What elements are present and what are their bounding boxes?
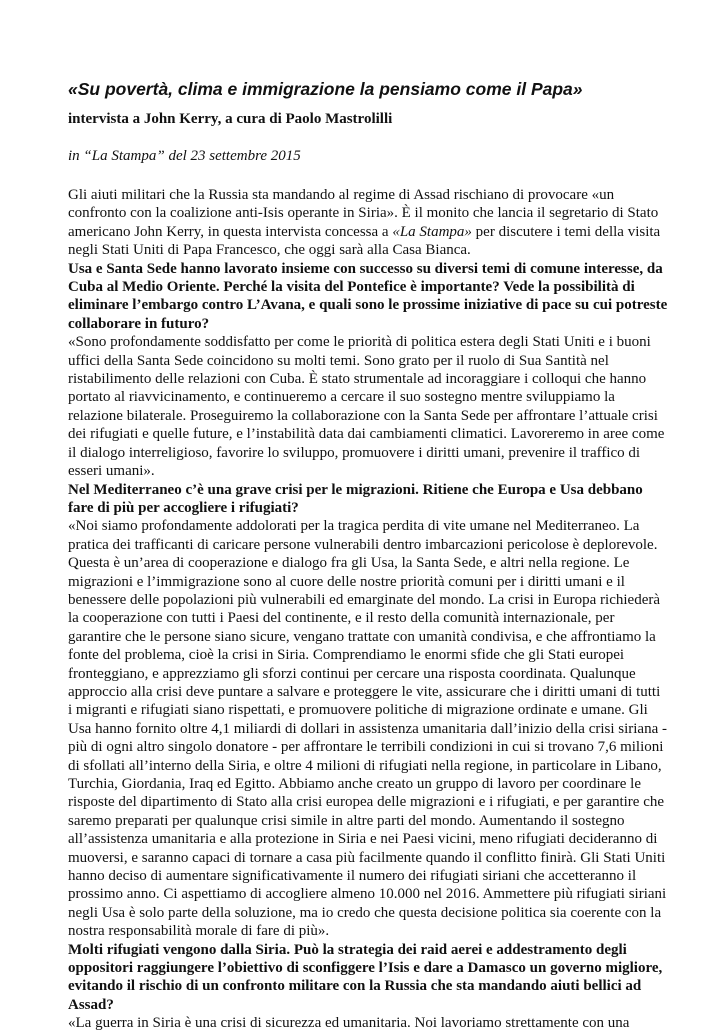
article-subtitle: intervista a John Kerry, a cura di Paolo Mastrolilli bbox=[68, 111, 393, 127]
question-3: Molti rifugiati vengono dalla Siria. Può la strategia dei raid aerei e addestramento degli oppositori raggiungere l’obiettivo di sconfiggere l’Isis e dare a Damasco un governo migliore, evitando il rischio di un confronto militare con la Russia che sta mandando aiuti bellici ad Assad? bbox=[68, 941, 663, 1013]
article-source: in “La Stampa” del 23 settembre 2015 bbox=[68, 148, 301, 164]
question-1: Usa e Santa Sede hanno lavorato insieme con successo su diversi temi di comune interesse, da Cuba al Medio Oriente. Perché la visita del Pontefice è importante? Vede la possibilità di eliminare l’embargo contro L’Avana, e quali sono le prossime iniziative di pace su cui potreste collaborare in futuro? bbox=[68, 260, 668, 332]
answer-1: «Sono profondamente soddisfatto per come le priorità di politica estera degli Stati Uniti e i buoni uffici della Santa Sede coincidono su molti temi. Sono grato per il ruolo di Sua Santità nel ristabilimento delle relazioni con Cuba. È stato strumentale ad incoraggiare i colloqui che hanno portato al riavvicinamento, e continueremo a cercare il suo sostegno mentre sviluppiamo la relazione bilaterale. Proseguiremo la collaborazione con la Santa Sede per affrontare l’attuale crisi dei rifugiati e quelle future, e l’instabilità data dai cambiamenti climatici. Lavoreremo in aree come il dialogo interreligioso, favorire lo sviluppo, promuovere i diritti umani, prevenire il traffico di esseri umani». bbox=[68, 334, 665, 480]
article-title: «Su povertà, clima e immigrazione la pensiamo come il Papa» bbox=[68, 79, 583, 99]
answer-3: «La guerra in Siria è una crisi di sicurezza ed umanitaria. Noi lavoriamo strettamente con una bbox=[68, 1015, 630, 1032]
intro-text-before: Gli aiuti militari che la Russia sta mandando al regime di Assad rischiano di provocare «un confronto con la coalizione anti-Isis operante in Siria». È il monito che lancia il segretario di Stato americano John Kerry, in questa intervista concessa a bbox=[68, 187, 659, 240]
question-2: Nel Mediterraneo c’è una grave crisi per le migrazioni. Ritiene che Europa e Usa debbano fare di più per accogliere i rifugiati? bbox=[68, 481, 643, 516]
intro-paragraph bbox=[68, 186, 668, 260]
newspaper-name: «La Stampa» bbox=[392, 223, 472, 240]
document-page bbox=[68, 70, 668, 1033]
article-body bbox=[68, 186, 668, 1033]
answer-2: «Noi siamo profondamente addolorati per la tragica perdita di vite umane nel Mediterraneo. La pratica dei trafficanti di caricare persone vulnerabili dentro imbarcazioni pericolose è deplorevole. Questa è un’area di cooperazione e dialogo fra gli Usa, la Santa Sede, e altri nella regione. Le migrazioni e l’immigrazione sono al cuore delle nostre priorità comuni per i diritti umani e il benessere delle popolazioni più vulnerabili ed emarginate del mondo. La crisi in Europa richiederà la cooperazione con tutti i Paesi del continente, e il resto della comunità internazionale, per garantire che le persone siano sicure, vengano trattate con umanità condivisa, e che affrontiamo la fonte del problema, cioè la crisi in Siria. Comprendiamo le enormi sfide che gli Stati europei fronteggiano, e apprezziamo gli sforzi continui per cercare una risposta coordinata. Qualunque approccio alla crisi deve puntare a salvare e proteggere le vite, assicurare che i diritti umani di tutti i migranti e rifugiati siano rispettati, e promuovere politiche di migrazione ordinate e umane. Gli Usa hanno fornito oltre 4,1 miliardi di dollari in assistenza umanitaria dall’inizio della crisi siriana - più di ogni altro singolo donatore - per affrontare le terribili condizioni in cui si trovano 7,6 milioni di sfollati all’interno della Siria, e oltre 4 milioni di rifugiati nella regione, in particolare in Libano, Turchia, Giordania, Iraq ed Egitto. Abbiamo anche creato un gruppo di lavoro per coordinare le risposte del dipartimento di Stato alla crisi europea delle migrazioni e i rifugiati, e per garantire che saremo preparati per qualunque crisi simile in altre parti del mondo. Aumentando il sostegno all’assistenza umanitaria e alla protezione in Siria e nei Paesi vicini, meno rifugiati decideranno di muoversi, e saranno capaci di tornare a casa più facilmente quando il conflitto finirà. Gli Stati Uniti hanno deciso di aumentare significativamente il numero dei rifugiati siriani che accetteranno il prossimo anno. Ci aspettiamo di accogliere almeno 10.000 nel 2016. Ammettere più rifugiati siriani negli Usa è solo parte della soluzione, ma io credo che questa decisione politica sia coerente con la nostra responsabilità morale di fare di più». bbox=[68, 518, 667, 940]
intro-text-after: per discutere i temi della visita negli Stati Uniti di Papa Francesco, che oggi sarà alla Casa Bianca. bbox=[68, 223, 661, 259]
